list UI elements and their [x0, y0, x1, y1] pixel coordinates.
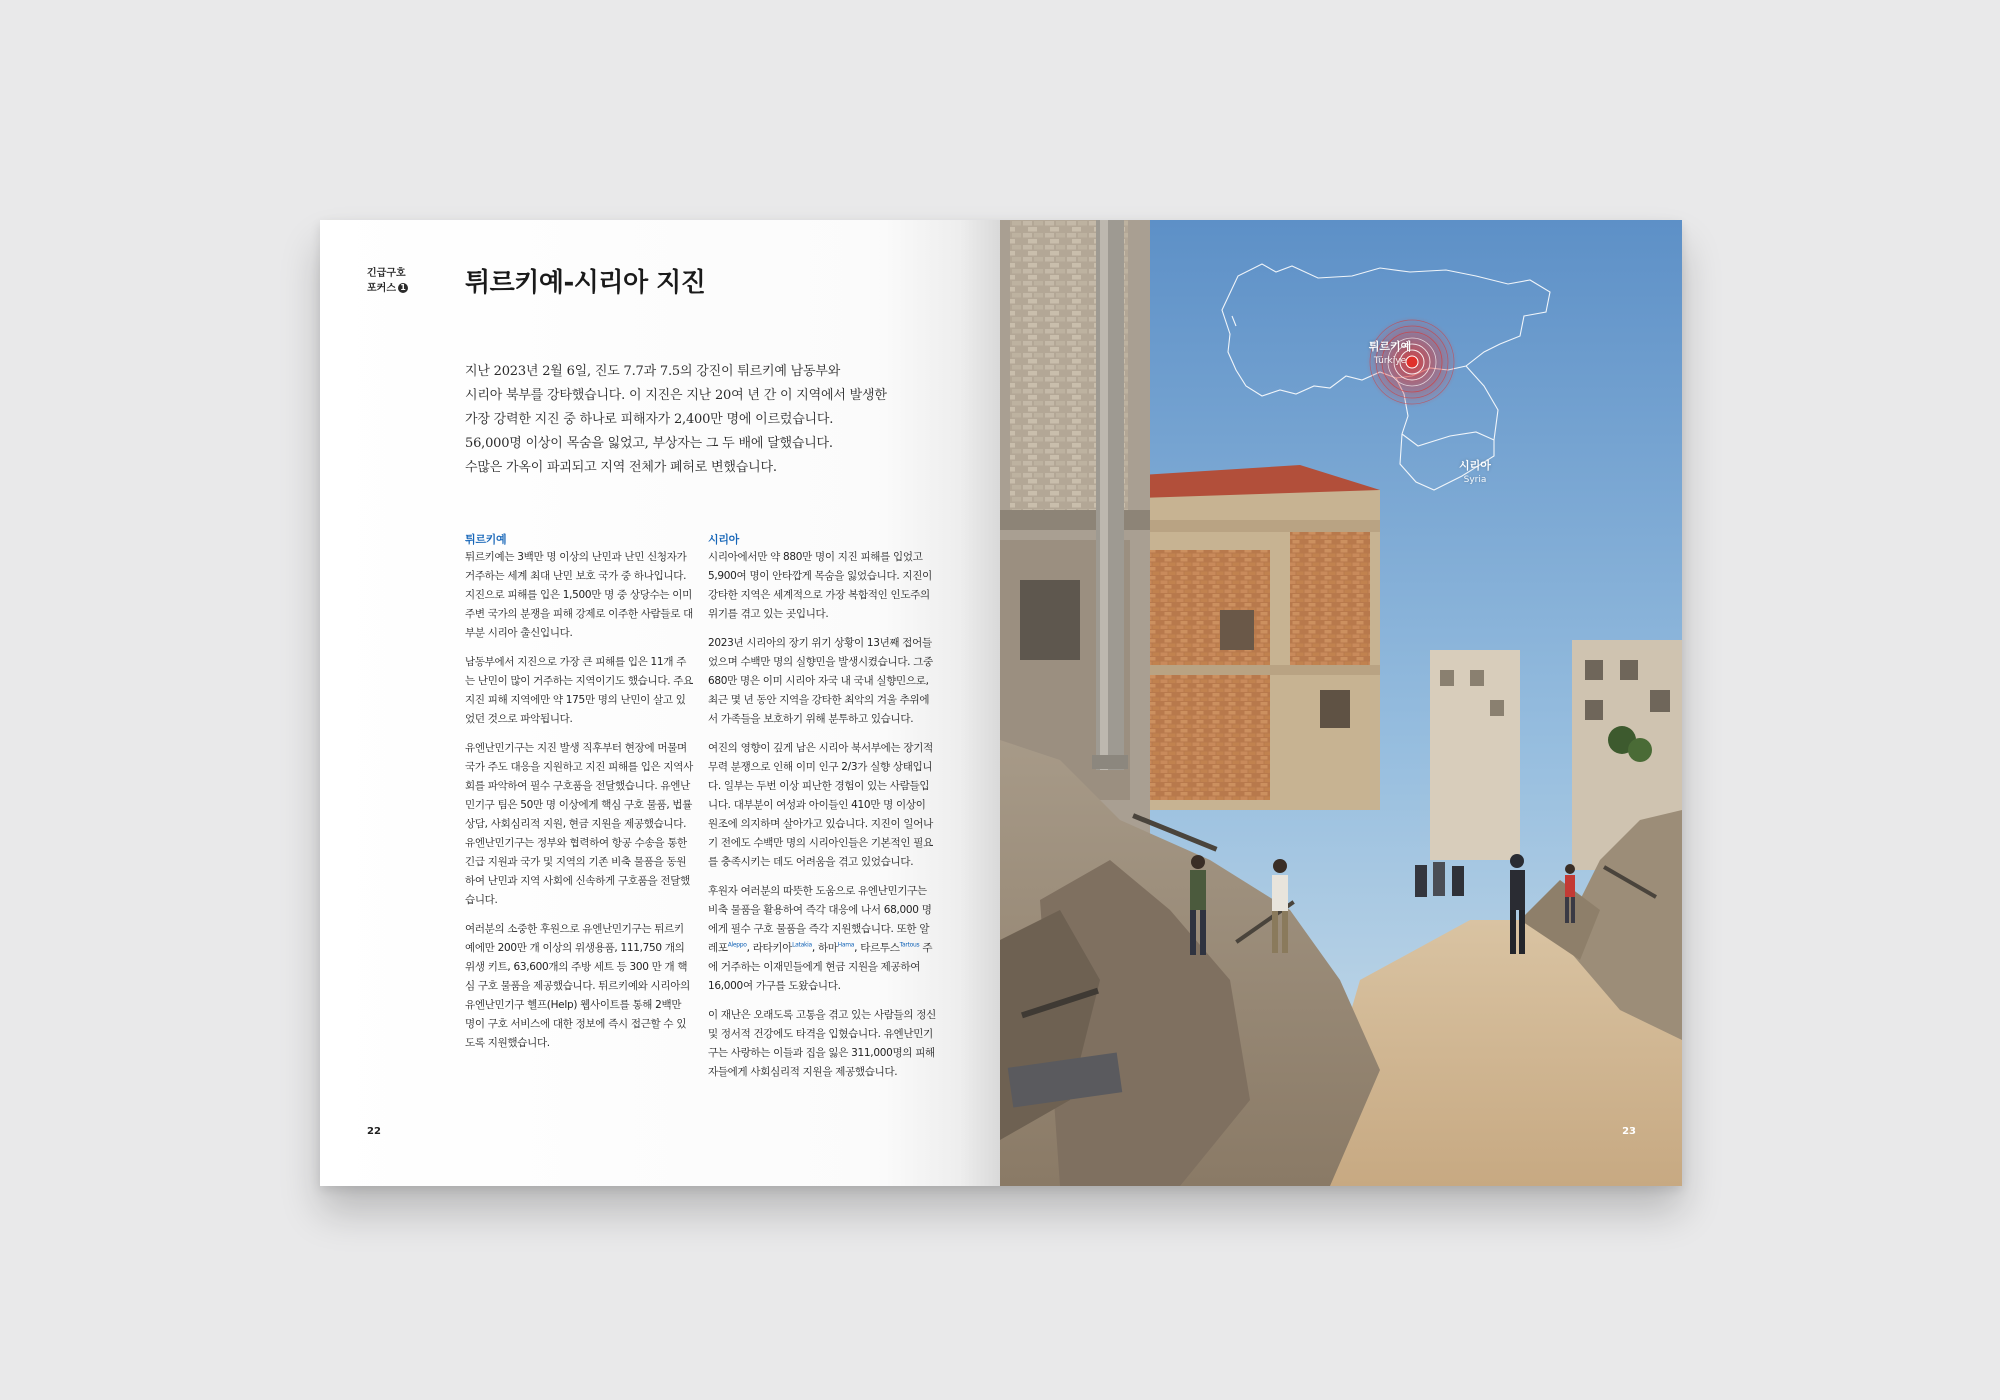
intro-line: 56,000명 이상이 목숨을 잃었고, 부상자는 그 두 배에 달했습니다.: [465, 436, 833, 451]
intro-line: 가장 강력한 지진 중 하나로 피해자가 2,400만 명에 이르렀습니다.: [465, 412, 834, 427]
intro-line: 수많은 가옥이 파괴되고 지역 전체가 폐허로 변했습니다.: [465, 460, 777, 475]
turkiye-column: [465, 532, 693, 1063]
turkiye-heading: 튀르키예: [465, 533, 507, 546]
section-tag: [367, 266, 408, 296]
body-paragraph: 이 재난은 오래도록 고통을 겪고 있는 사람들의 정신 및 정서적 건강에도 타격을 입혔습니다. 유엔난민기구는 사랑하는 이들과 집을 잃은 311,000명의 피해자들에게 사회심리적 지원을 제공했습니다.: [708, 1009, 936, 1078]
earthquake-ruins-photo: [1000, 220, 1682, 1186]
superscript-aleppo: Aleppo: [727, 941, 747, 949]
left-page: [320, 220, 1000, 1186]
section-number-badge: 1: [398, 283, 408, 293]
syria-heading: 시리아: [708, 533, 739, 546]
map-label-syria-ko: 시리아: [1459, 459, 1491, 472]
map-label-turkiye-en: Türkiye: [1373, 356, 1407, 366]
magazine-spread: [320, 220, 1682, 1186]
page-number-right: 23: [1622, 1126, 1636, 1137]
body-paragraph: 튀르키예는 3백만 명 이상의 난민과 난민 신청자가 거주하는 세계 최대 난민 보호 국가 중 하나입니다. 지진으로 피해를 입은 1,500만 명 중 상당수는 이미 주변 국가의 분쟁을 피해 강제로 이주한 사람들로 대부분 시리아 출신입니다.: [465, 551, 693, 639]
section-tag-line1: 긴급구호: [367, 268, 406, 279]
map-label-syria: [1440, 457, 1510, 485]
body-paragraph: 여러분의 소중한 후원으로 유엔난민기구는 튀르키예에만 200만 개 이상의 위생용품, 111,750 개의 위생 키트, 63,600개의 주방 세트 등 300 만 개 핵심 구호 물품을 제공했습니다. 튀르키예와 시리아의 유엔난민기구 헬프(Help) 웹사이트를 통해 2백만 명이 구호 서비스에 대한 정보에 즉시 접근할 수 있도록 지원했습니다.: [465, 923, 690, 1049]
intro-paragraph: [465, 360, 905, 480]
section-tag-line2: 포커스: [367, 283, 396, 294]
body-paragraph: 2023년 시리아의 장기 위기 상황이 13년째 접어들었으며 수백만 명의 실향민을 발생시켰습니다. 그중 680만 명은 이미 시리아 자국 내 국내 실향민으로, 최근 몇 년 동안 지역을 강타한 최악의 겨울 추위에서 가족들을 보호하기 위해 분투하고 있습니다.: [708, 637, 933, 725]
page-number-left: 22: [367, 1126, 381, 1137]
intro-line: 시리아 북부를 강타했습니다. 이 지진은 지난 20여 년 간 이 지역에서 발생한: [465, 388, 887, 403]
superscript-hama: Hama: [837, 941, 855, 949]
body-paragraph: 시리아에서만 약 880만 명이 지진 피해를 입었고 5,900여 명이 안타깝게 목숨을 잃었습니다. 지진이 강타한 지역은 세계적으로 가장 복합적인 인도주의 위기를 겪고 있는 곳입니다.: [708, 551, 932, 620]
body-paragraph: 후원자 여러분의 따뜻한 도움으로 유엔난민기구는 비축 물품을 활용하여 즉각 대응에 나서 68,000 명에게 필수 구호 물품을 즉각 지원했습니다. 또한 알레포$^{Aleppo}$, 라타키아$^{Latakia}$, 하마$^{Hama}$, 타르투스$^{Tartous}$ 주에 거주하는 이재민들에게 현금 지원을 제공하여 16,000여 가구를 도왔습니다.: [708, 885, 933, 992]
body-paragraph: 남동부에서 지진으로 가장 큰 피해를 입은 11개 주는 난민이 많이 거주하는 지역이기도 했습니다. 주요 지진 피해 지역에만 약 175만 명의 난민이 살고 있었던 것으로 파악됩니다.: [465, 656, 693, 725]
map-label-turkiye: [1350, 338, 1430, 366]
page-title: 튀르키예-시리아 지진: [465, 268, 706, 298]
map-label-turkiye-ko: 튀르키예: [1368, 340, 1412, 353]
body-paragraph: 유엔난민기구는 지진 발생 직후부터 현장에 머물며 국가 주도 대응을 지원하고 지진 피해를 입은 지역사회를 파악하여 필수 구호품을 전달했습니다. 유엔난민기구 팀은 50만 명 이상에게 핵심 구호 물품, 법률 상담, 사회심리적 지원, 현금 지원을 제공했습니다. 유엔난민기구는 정부와 협력하여 항공 수송을 통한 긴급 지원과 국가 및 지역의 기존 비축 물품을 동원하여 난민과 지역 사회에 신속하게 구호품을 전달했습니다.: [465, 742, 693, 906]
map-label-syria-en: Syria: [1463, 475, 1487, 485]
superscript-tartous: Tartous: [899, 941, 920, 949]
superscript-latakia: Latakia: [792, 941, 812, 949]
right-page: [1000, 220, 1682, 1186]
intro-line: 지난 2023년 2월 6일, 진도 7.7과 7.5의 강진이 튀르키예 남동부와: [465, 364, 841, 379]
body-paragraph: 여진의 영향이 깊게 남은 시리아 북서부에는 장기적 무력 분쟁으로 인해 이미 인구 2/3가 실향 상태입니다. 일부는 두번 이상 피난한 경험이 있는 사람들입니다. 대부분이 여성과 아이들인 410만 명 이상이 원조에 의지하며 살아가고 있습니다. 지진이 일어나기 전에도 수백만 명의 시리아인들은 기본적인 필요를 충족시키는 데도 어려움을 겪고 있었습니다.: [708, 742, 933, 868]
syria-column: [708, 532, 936, 1092]
